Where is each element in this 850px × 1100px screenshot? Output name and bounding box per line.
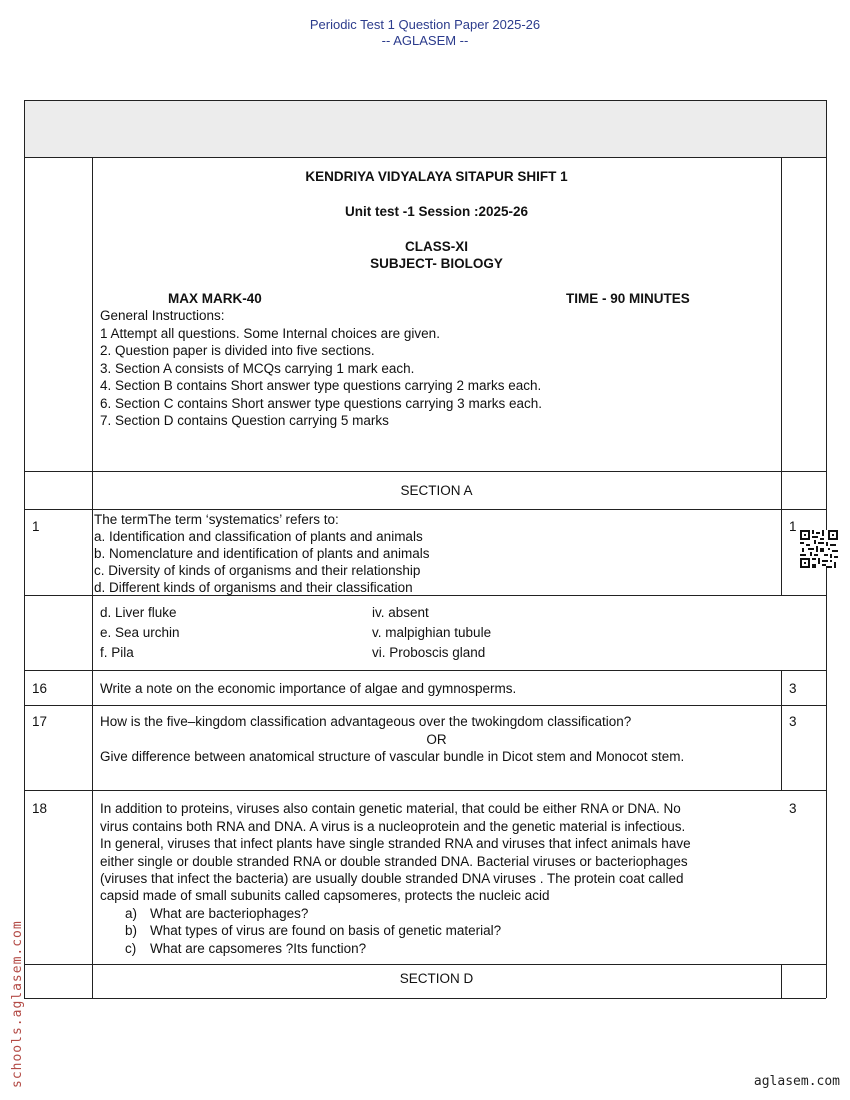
instruction-item: 7. Section D contains Question carrying 5 marks — [100, 413, 389, 428]
match-item: d. Liver fluke — [100, 605, 177, 620]
table-row-divider — [24, 670, 826, 671]
session-title: Unit test -1 Session :2025-26 — [344, 204, 529, 219]
question-marks: 3 — [789, 681, 797, 696]
instructions-title: General Instructions: — [100, 308, 225, 323]
table-row-divider — [24, 705, 826, 706]
passage-line: either single or double stranded RNA or double stranded DNA. Bacterial viruses or bacteriophages — [100, 854, 688, 869]
header-title: Periodic Test 1 Question Paper 2025-26 — [309, 17, 541, 32]
class-label: CLASS-XI — [404, 239, 468, 254]
match-item: iv. absent — [372, 605, 429, 620]
table-row-divider — [24, 964, 826, 965]
or-separator: OR — [426, 732, 447, 747]
passage-line: In addition to proteins, viruses also contain genetic material, that could be either RNA or DNA. No — [100, 801, 681, 816]
passage-line: (viruses that infect the bacteria) are usually double stranded DNA viruses . The protein coat called — [100, 871, 684, 886]
question-marks: 3 — [789, 801, 797, 816]
mcq-option: c. Diversity of kinds of organisms and their relationship — [94, 563, 421, 578]
header-source: -- AGLASEM -- — [381, 33, 469, 48]
question-marks: 1 — [789, 519, 797, 534]
footer-watermark: aglasem.com — [753, 1074, 840, 1089]
table-row-divider — [24, 471, 826, 472]
match-item: f. Pila — [100, 645, 134, 660]
qr-code-icon — [800, 530, 838, 568]
sub-question-label: a) — [125, 906, 138, 921]
question-marks: 3 — [789, 714, 797, 729]
table-border-bottom — [24, 998, 826, 999]
match-item: v. malpighian tubule — [372, 625, 492, 640]
instruction-item: 4. Section B contains Short answer type questions carrying 2 marks each. — [100, 378, 542, 393]
table-row-divider — [24, 790, 826, 791]
table-col-divider — [781, 670, 782, 790]
match-item: e. Sea urchin — [100, 625, 180, 640]
instruction-item: 3. Section A consists of MCQs carrying 1 mark each. — [100, 361, 415, 376]
question-text: How is the five–kingdom classification advantageous over the twokingdom classification? — [100, 714, 632, 729]
question-text: Write a note on the economic importance of algae and gymnosperms. — [100, 681, 517, 696]
subject-label: SUBJECT- BIOLOGY — [370, 256, 503, 271]
sub-question-text: What are bacteriophages? — [150, 906, 309, 921]
question-number: 1 — [32, 519, 40, 534]
school-name: KENDRIYA VIDYALAYA SITAPUR SHIFT 1 — [305, 169, 568, 184]
instruction-item: 2. Question paper is divided into five sections. — [100, 343, 375, 358]
table-row-divider — [24, 509, 826, 510]
sub-question-label: b) — [125, 923, 138, 938]
sub-question-text: What types of virus are found on basis of genetic material? — [150, 923, 502, 938]
max-marks: MAX MARK-40 — [168, 291, 262, 306]
page-header — [0, 17, 850, 49]
mcq-option: d. Different kinds of organisms and their classification — [94, 580, 413, 595]
sub-question-label: c) — [125, 941, 137, 956]
table-col-divider — [781, 157, 782, 595]
passage-line: In general, viruses that infect plants have single stranded RNA and viruses that infect animals have — [100, 836, 691, 851]
question-text: The termThe term ‘systematics’ refers to: — [94, 512, 339, 527]
table-header-band — [24, 101, 826, 157]
question-text: Give difference between anatomical structure of vascular bundle in Dicot stem and Monocot stem. — [100, 749, 685, 764]
sub-question-text: What are capsomeres ?Its function? — [150, 941, 367, 956]
match-item: vi. Proboscis gland — [372, 645, 486, 660]
table-border-left — [24, 100, 25, 998]
passage-line: virus contains both RNA and DNA. A virus is a nucleoprotein and the genetic material is infectious. — [100, 819, 686, 834]
question-number: 18 — [32, 801, 48, 816]
passage-line: capsid made of small subunits called capsomeres, protects the nucleic acid — [100, 888, 550, 903]
instruction-item: 1 Attempt all questions. Some Internal choices are given. — [100, 326, 440, 341]
time-allowed: TIME - 90 MINUTES — [566, 291, 690, 306]
table-col-divider — [781, 964, 782, 998]
table-col-divider — [92, 157, 93, 998]
instruction-item: 6. Section C contains Short answer type questions carrying 3 marks each. — [100, 396, 542, 411]
section-a-heading: SECTION A — [400, 483, 473, 498]
table-row-divider — [24, 157, 826, 158]
mcq-option: a. Identification and classification of plants and animals — [94, 529, 423, 544]
question-number: 16 — [32, 681, 48, 696]
question-number: 17 — [32, 714, 48, 729]
section-d-heading: SECTION D — [399, 971, 474, 986]
side-watermark: schools.aglasem.com — [10, 920, 25, 1088]
table-border-top — [24, 100, 826, 101]
mcq-option: b. Nomenclature and identification of plants and animals — [94, 546, 430, 561]
